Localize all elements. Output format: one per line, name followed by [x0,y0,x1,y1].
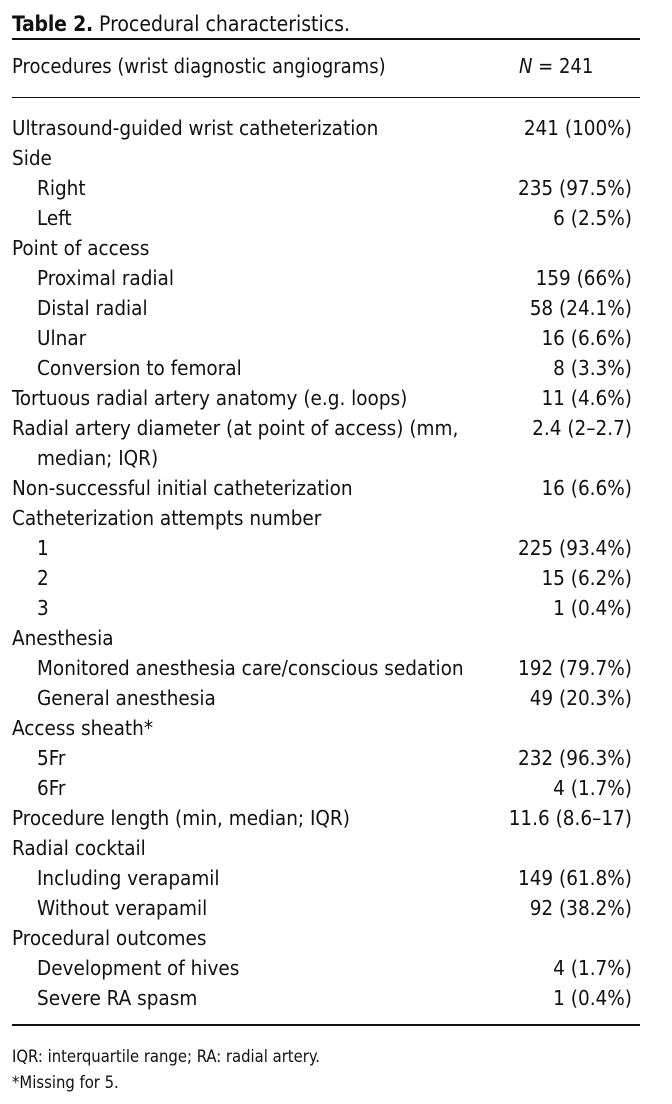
row-value: 235 (97.5%) [517,176,632,200]
table-row [12,323,640,353]
table-row-group [12,503,640,533]
row-label: Anesthesia [12,626,114,650]
table-row [12,803,640,833]
row-value: 4 (1.7%) [553,776,632,800]
row-label: Severe RA spasm [37,986,198,1010]
row-label: Point of access [12,236,150,260]
table-row-group [12,233,640,263]
row-value: 11 (4.6%) [541,386,632,410]
table-row [12,983,640,1013]
table-row [12,863,640,893]
row-label: Radial cocktail [12,836,146,860]
row-label [12,413,492,473]
row-label: Ultrasound-guided wrist catheterization [12,116,379,140]
row-label: 3 [37,596,49,620]
row-value: 6 (2.5%) [553,206,632,230]
row-value: 58 (24.1%) [529,296,632,320]
row-label: Catheterization attempts number [12,506,322,530]
row-label: 6Fr [37,776,66,800]
table-label: Table 2. [12,12,94,36]
row-value: 92 (38.2%) [529,896,632,920]
row-label: Proximal radial [37,266,174,290]
table-row-group [12,713,640,743]
table-row [12,353,640,383]
table-header [12,40,640,97]
row-label: Tortuous radial artery anatomy (e.g. loops) [12,386,408,410]
header-procedures: Procedures (wrist diagnostic angiograms) [12,54,386,78]
table-row [12,113,640,143]
row-label: Left [37,206,72,230]
row-value: 232 (96.3%) [517,746,632,770]
row-label: 5Fr [37,746,66,770]
row-value: 49 (20.3%) [529,686,632,710]
row-label: General anesthesia [37,686,216,710]
row-label: Including verapamil [37,866,220,890]
table-row [12,773,640,803]
row-value: 159 (66%) [535,266,632,290]
row-label-line1: Radial artery diameter (at point of access) (mm, [12,416,459,440]
table-row [12,203,640,233]
row-label: Without verapamil [37,896,208,920]
row-value: 11.6 (8.6–17) [508,806,632,830]
row-label: Side [12,146,52,170]
row-value: 16 (6.6%) [541,476,632,500]
row-label: 2 [37,566,49,590]
table-row [12,413,640,473]
table-container [12,0,640,1096]
footnote-missing: *Missing for 5. [12,1073,119,1092]
row-label: Ulnar [37,326,87,350]
row-label: Access sheath* [12,716,154,740]
row-label: Development of hives [37,956,240,980]
row-value: 149 (61.8%) [517,866,632,890]
row-label: 1 [37,536,49,560]
row-label: Procedural outcomes [12,926,207,950]
header-count-value: = 241 [532,54,594,78]
table-footnotes [12,1044,640,1096]
row-value: 8 (3.3%) [553,356,632,380]
row-label: Conversion to femoral [37,356,242,380]
table-row [12,683,640,713]
row-value: 1 (0.4%) [553,986,632,1010]
table-row [12,743,640,773]
table-row [12,563,640,593]
header-count [519,54,593,78]
row-label: Monitored anesthesia care/conscious sedation [37,656,464,680]
row-value: 2.4 (2–2.7) [532,416,632,440]
row-label: Right [37,176,86,200]
bottom-rule [12,1024,640,1026]
footnote-abbreviations: IQR: interquartile range; RA: radial artery. [12,1047,320,1066]
table-row [12,173,640,203]
row-label: Distal radial [37,296,148,320]
table-body [12,98,640,1024]
row-value: 1 (0.4%) [553,596,632,620]
table-row-group [12,623,640,653]
table-row [12,593,640,623]
row-value: 241 (100%) [523,116,632,140]
row-value: 15 (6.2%) [541,566,632,590]
table-row [12,293,640,323]
table-row [12,893,640,923]
header-count-variable: N [519,54,533,78]
row-label: Non-successful initial catheterization [12,476,353,500]
table-row [12,533,640,563]
table-caption [12,10,640,38]
table-row-group [12,143,640,173]
table-row [12,953,640,983]
row-value: 16 (6.6%) [541,326,632,350]
table-title: Procedural characteristics. [99,12,350,36]
table-row [12,653,640,683]
row-label-line2: median; IQR) [37,446,159,470]
table-row-group [12,923,640,953]
table-row-group [12,833,640,863]
table-row [12,263,640,293]
row-value: 4 (1.7%) [553,956,632,980]
table-row [12,473,640,503]
row-label: Procedure length (min, median; IQR) [12,806,350,830]
table-row [12,383,640,413]
row-value: 192 (79.7%) [517,656,632,680]
row-value: 225 (93.4%) [517,536,632,560]
